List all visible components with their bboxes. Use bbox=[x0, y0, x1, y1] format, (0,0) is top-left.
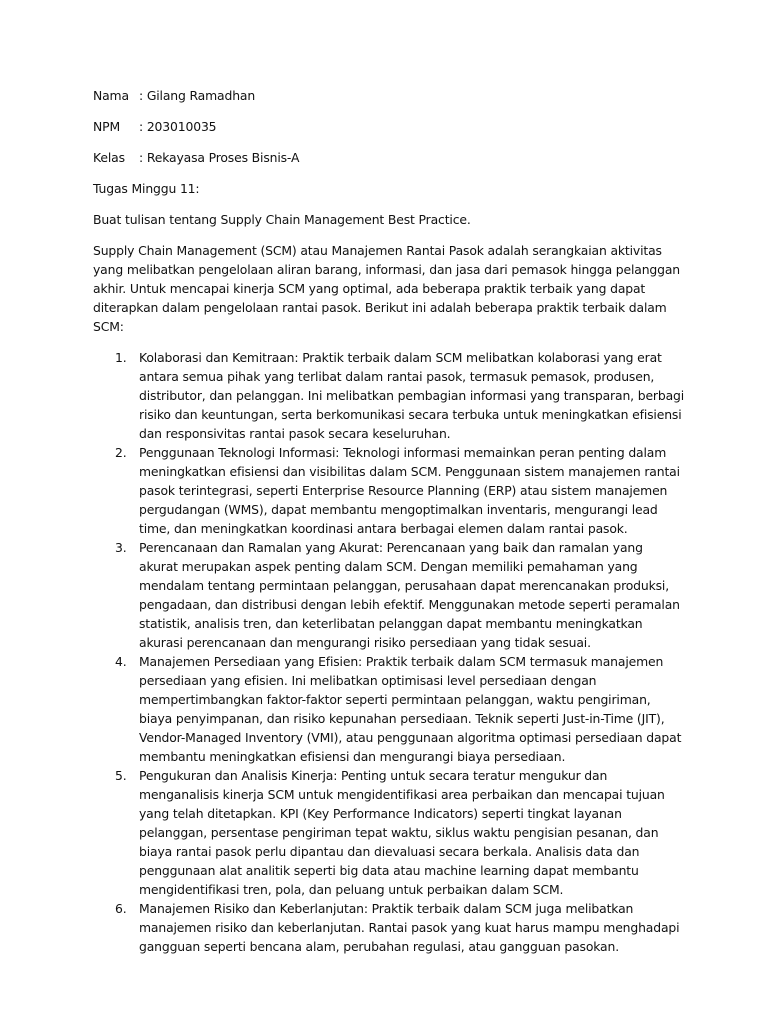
list-item-text: Perencanaan dan Ramalan yang Akurat: Perencanaan yang baik dan ramalan yang akurat merupakan aspek penting dalam SCM. Dengan memiliki pemahaman yang mendalam tentang permintaan pelanggan, perusahaan dapat merencanakan produksi, pengadaan, dan distribusi dengan lebih efektif. Menggunakan metode seperti peramalan statistik, analisis tren, dan keterlibatan pelanggan dapat membantu meningkatkan akurasi perencanaan dan mengurangi risiko persediaan yang tidak sesuai. bbox=[139, 540, 680, 650]
assignment-week: Tugas Minggu 11: bbox=[93, 181, 200, 196]
intro-paragraph: Supply Chain Management (SCM) atau Manajemen Rantai Pasok adalah serangkaian aktivitas yang melibatkan pengelolaan aliran barang, informasi, dan jasa dari pemasok hingga pelanggan akhir. Untuk mencapai kinerja SCM yang optimal, ada beberapa praktik terbaik yang dapat diterapkan dalam pengelolaan rantai pasok. Berikut ini adalah beberapa praktik terbaik dalam SCM: bbox=[93, 243, 681, 334]
list-item-number: 3. bbox=[115, 540, 127, 555]
best-practice-list bbox=[93, 348, 685, 956]
list-item bbox=[93, 348, 685, 443]
list-item-number: 5. bbox=[115, 768, 127, 783]
list-item-text: Kolaborasi dan Kemitraan: Praktik terbaik dalam SCM melibatkan kolaborasi yang erat antara semua pihak yang terlibat dalam rantai pasok, termasuk pemasok, produsen, distributor, dan pelanggan. Ini melibatkan pembagian informasi yang transparan, berbagi risiko dan keuntungan, serta berkomunikasi secara terbuka untuk meningkatkan efisiensi dan responsivitas rantai pasok secara keseluruhan. bbox=[139, 350, 685, 441]
list-item bbox=[93, 443, 685, 538]
class-row bbox=[93, 148, 685, 167]
list-item-text: Penggunaan Teknologi Informasi: Teknologi informasi memainkan peran penting dalam meningkatkan efisiensi dan visibilitas dalam SCM. Penggunaan sistem manajemen rantai pasok terintegrasi, seperti Enterprise Resource Planning (ERP) atau sistem manajemen pergudangan (WMS), dapat membantu mengoptimalkan inventaris, mengurangi lead time, dan meningkatkan koordinasi antara berbagai elemen dalam rantai pasok. bbox=[139, 445, 680, 536]
npm-row bbox=[93, 117, 685, 136]
list-item bbox=[93, 766, 685, 899]
name-row bbox=[93, 86, 685, 105]
list-item-number: 2. bbox=[115, 445, 127, 460]
list-item-number: 1. bbox=[115, 350, 127, 365]
class-label: Kelas bbox=[93, 150, 125, 165]
list-item-text: Pengukuran dan Analisis Kinerja: Penting untuk secara teratur mengukur dan menganalisis kinerja SCM untuk mengidentifikasi area perbaikan dan mencapai tujuan yang telah ditetapkan. KPI (Key Performance Indicators) seperti tingkat layanan pelanggan, persentase pengiriman tepat waktu, siklus waktu pengisian pesanan, dan biaya rantai pasok perlu dipantau dan dievaluasi secara berkala. Analisis data dan penggunaan alat analitik seperti big data atau machine learning dapat membantu mengidentifikasi tren, pola, dan peluang untuk perbaikan dalam SCM. bbox=[139, 768, 665, 897]
name-value: : Gilang Ramadhan bbox=[139, 88, 256, 103]
document-body bbox=[93, 86, 685, 956]
list-item-text: Manajemen Risiko dan Keberlanjutan: Praktik terbaik dalam SCM juga melibatkan manajemen risiko dan keberlanjutan. Rantai pasok yang kuat harus mampu menghadapi gangguan seperti bencana alam, perubahan regulasi, atau gangguan pasokan. bbox=[139, 901, 680, 954]
npm-value: : 203010035 bbox=[139, 119, 217, 134]
list-item-number: 6. bbox=[115, 901, 127, 916]
class-value: : Rekayasa Proses Bisnis-A bbox=[139, 150, 300, 165]
list-item bbox=[93, 538, 685, 652]
list-item bbox=[93, 652, 685, 766]
list-item-text: Manajemen Persediaan yang Efisien: Praktik terbaik dalam SCM termasuk manajemen persediaan yang efisien. Ini melibatkan optimisasi level persediaan dengan mempertimbangkan faktor-faktor seperti permintaan pelanggan, waktu pengiriman, biaya penyimpanan, dan risiko kepunahan persediaan. Teknik seperti Just-in-Time (JIT), Vendor-Managed Inventory (VMI), atau penggunaan algoritma optimasi persediaan dapat membantu meningkatkan efisiensi dan mengurangi biaya persediaan. bbox=[139, 654, 682, 764]
list-item bbox=[93, 899, 685, 956]
list-item-number: 4. bbox=[115, 654, 127, 669]
assignment-instruction: Buat tulisan tentang Supply Chain Management Best Practice. bbox=[93, 212, 471, 227]
npm-label: NPM bbox=[93, 119, 120, 134]
name-label: Nama bbox=[93, 88, 129, 103]
